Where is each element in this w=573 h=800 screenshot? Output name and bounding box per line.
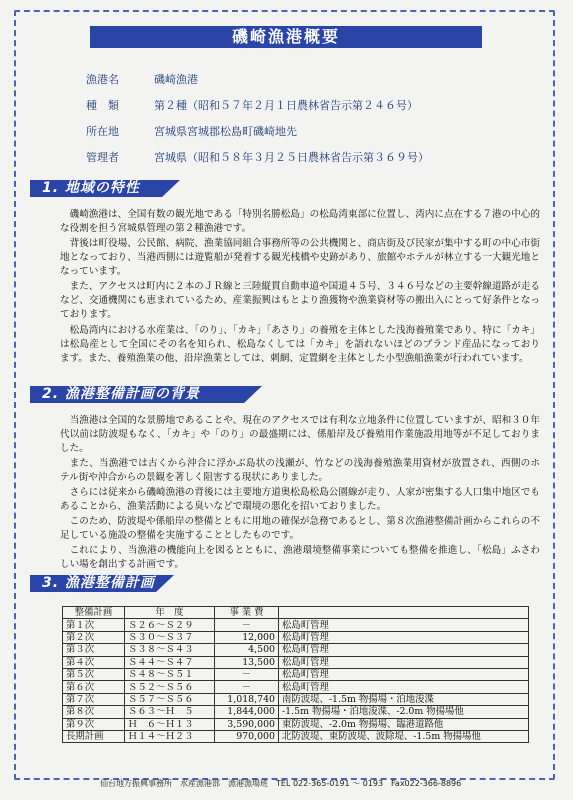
table-cell: Ｓ５２～Ｓ５６ (125, 681, 215, 693)
table-cell: 第６次 (63, 681, 125, 693)
table-cell: Ｓ３０～Ｓ３７ (125, 631, 215, 643)
table-row (63, 706, 529, 718)
table-cell: 1,844,000 (215, 706, 279, 718)
table-cell: 970,000 (215, 730, 279, 742)
info-value: 第２種（昭和５７年２月１日農林省告示第２４６号） (154, 99, 418, 112)
table-cell: 第７次 (63, 693, 125, 705)
table-cell: 松島町管理 (279, 668, 529, 680)
table-cell: 第３次 (63, 644, 125, 656)
paragraph: また、当漁港では古くから沖合に浮かぶ島状の浅瀬が、竹などの浅海養殖漁業用資材が放置され、西側のホテル街や沖合からの景観を著しく阻害する現状にありました。 (60, 458, 540, 484)
table-cell: 東防波堤、-2.0m 物揚場、臨港道路他 (279, 718, 529, 730)
table-cell: 第４次 (63, 656, 125, 668)
paragraph: また、アクセスは町内に２本のＪＲ線と三陸縦貫自動車道や国道４５号、３４６号などの主要幹線道路が走るなど、交通機関にも恵まれているため、産業振興はもとより漁獲物や漁業資材等の搬出入にとって好条件となっております。 (60, 281, 540, 321)
table-cell: 1,018,740 (215, 693, 279, 705)
table-cell: 松島町管理 (279, 631, 529, 643)
table-cell: 第９次 (63, 718, 125, 730)
table-cell: 長期計画 (63, 730, 125, 742)
table-cell: 第５次 (63, 668, 125, 680)
table-cell: 第２次 (63, 631, 125, 643)
table-header: 年 度 (125, 607, 215, 619)
info-row (86, 66, 429, 92)
table-cell: 北防波堤、東防波堤、波除堤、-1.5m 物揚場他 (279, 730, 529, 742)
table-row (63, 644, 529, 656)
table-row (63, 730, 529, 742)
table-cell: － (215, 681, 279, 693)
table-cell: 南防波堤、-1.5m 物揚場・泊地浚渫 (279, 693, 529, 705)
table-cell: 13,500 (215, 656, 279, 668)
table-cell: Ｓ３８～Ｓ４３ (125, 644, 215, 656)
schedule-table (62, 606, 529, 743)
table-row (63, 656, 529, 668)
table-header: 整備計画 (63, 607, 125, 619)
contact-footer: 仙台地方振興事務所 水産漁港部 漁港漁場班 TEL 022-365-0191 ～ 0193 Fax022-366-8896 (100, 779, 462, 788)
table-cell: 松島町管理 (279, 656, 529, 668)
table-row (63, 631, 529, 643)
paragraph: さらには従来から磯崎漁港の背後には主要地方道奥松島松島公園線が走り、人家が密集する人口集中地区でもあることから、漁業活動による臭いなどで環境の悪化を招いておりました。 (60, 487, 540, 513)
section-heading-1: 1. 地域の特性 (30, 180, 162, 197)
info-value: 宮城県（昭和５８年３月２５日農林省告示第３６９号） (154, 151, 429, 164)
paragraph: 松島湾内における水産業は、「のり」、「カキ」「あさり」の養殖を主体とした浅海養殖業であり、特に「カキ」は松島産として全国にその名を知られ、松島なくしては「カキ」を語れないほどのブランド産品になっております。また、養殖漁業の他、沿岸漁業としては、刺網、定置網を主体とした小型漁船漁業が行われています。 (60, 325, 540, 365)
info-row (86, 144, 429, 170)
table-cell: 松島町管理 (279, 681, 529, 693)
info-key: 管理者 (86, 151, 119, 164)
table-cell: 第１次 (63, 619, 125, 631)
info-key: 所在地 (86, 125, 119, 138)
info-value: 磯崎漁港 (154, 73, 198, 86)
info-key: 種 類 (86, 99, 119, 112)
table-cell: Ｈ１４～Ｈ２３ (125, 730, 215, 742)
table-row (63, 619, 529, 631)
section-heading-3: 3. 漁港整備計画 (30, 575, 156, 592)
table-cell: 12,000 (215, 631, 279, 643)
paragraph: 磯崎漁港は、全国有数の観光地である「特別名勝松島」の松島湾東部に位置し、湾内に点在する７港の中心的な役割を担う宮城県管理の第２種漁港です。 (60, 209, 540, 235)
table-header-row (63, 607, 529, 619)
table-cell: Ｓ５７～Ｓ５６ (125, 693, 215, 705)
table-cell: Ｓ６３～Ｈ ５ (125, 706, 215, 718)
info-key: 漁港名 (86, 73, 119, 86)
table-header (279, 607, 529, 619)
info-row (86, 118, 429, 144)
paragraph: 背後は町役場、公民館、病院、漁業協同組合事務所等の公共機関と、商店街及び民家が集中する町の中心市街地となっており、当港西側には遊覧船が発着する観光桟橋や史跡があり、旅館やホテルが林立する一大観光地となっています。 (60, 238, 540, 278)
table-header: 事 業 費 (215, 607, 279, 619)
paragraph: このため、防波堤や係船岸の整備とともに用地の確保が急務であるとし、第８次漁港整備計画からこれらの不足している施設の整備を実施することとしたものです。 (60, 516, 540, 542)
table-cell: -1.5m 物揚場・泊地浚渫、-2.0m 物揚場他 (279, 706, 529, 718)
table-cell: 松島町管理 (279, 619, 529, 631)
table-row (63, 668, 529, 680)
table-cell: 4,500 (215, 644, 279, 656)
table-cell: 松島町管理 (279, 644, 529, 656)
table-cell: Ｈ ６～Ｈ１３ (125, 718, 215, 730)
table-cell: Ｓ４８～Ｓ５１ (125, 668, 215, 680)
table-row (63, 693, 529, 705)
table-row (63, 681, 529, 693)
info-value: 宮城県宮城郡松島町磯崎地先 (154, 125, 297, 138)
paragraph: これにより、当漁港の機能向上を図るとともに、漁港環境整備事業についても整備を推進し、「松島」ふさわしい場を創出する計画です。 (60, 545, 540, 571)
table-cell: － (215, 619, 279, 631)
info-row (86, 92, 429, 118)
paragraph: 当漁港は全国的な景勝地であることや、現在のアクセスでは有利な立地条件に位置していますが、昭和３０年代以前は防波堤もなく、「カキ」や「のり」の最盛期には、係船岸及び養殖用作業施設用地等が不足しておりました。 (60, 415, 540, 455)
section-heading-2: 2. 漁港整備計画の背景 (30, 386, 244, 403)
table-cell: 第８次 (63, 706, 125, 718)
table-cell: 3,590,000 (215, 718, 279, 730)
table-cell: － (215, 668, 279, 680)
table-cell: Ｓ２６～Ｓ２９ (125, 619, 215, 631)
port-info (86, 66, 429, 170)
page-title: 磯崎漁港概要 (90, 26, 482, 48)
table-row (63, 718, 529, 730)
table-cell: Ｓ４４～Ｓ４７ (125, 656, 215, 668)
